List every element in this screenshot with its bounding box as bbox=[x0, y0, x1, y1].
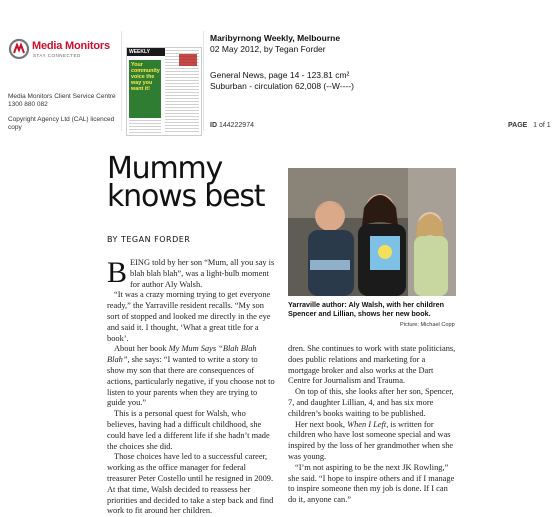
photo-credit: Picture: Michael Copp bbox=[400, 322, 455, 328]
article-headline: Mummy knows best bbox=[107, 151, 265, 214]
thumbnail-promo: Your community voice the way you want it! bbox=[129, 60, 161, 118]
circulation-info: Suburban - circulation 62,008 (--W----) bbox=[210, 81, 354, 91]
copyright-text: Copyright Agency Ltd (CAL) licenced copy bbox=[8, 116, 115, 131]
media-monitors-logo bbox=[0, 0, 120, 70]
paragraph: dren. She continues to work with state politicians, does public relations and marketing for a mortgage broker and also works at the Dart Centre for Journalism and Trauma. bbox=[288, 344, 456, 386]
paragraph: Those choices have led to a successful career, working as the office manager for federal treasurer Peter Costello until he resigned in 2009. At that time, Walsh decided to reassess her priorities and decided to take a step back and find work to fit around her children. bbox=[107, 452, 274, 516]
brand-name: Media Monitors bbox=[32, 40, 110, 52]
client-service-text: Media Monitors Client Service Centre 1300 880 082 bbox=[8, 93, 116, 108]
paragraph: This is a personal quest for Walsh, who believes, having had a difficult childhood, she could have led a different life if she hadn’t made the choices she did. bbox=[107, 409, 270, 451]
article-photo bbox=[288, 168, 456, 296]
section-info: General News, page 14 - 123.81 cm² bbox=[210, 70, 350, 80]
paragraph: About her book My Mum Says “Blah Blah Blah”, she says: “I wanted to write a story to show my son that there are consequences of actions, particularly negative, if you choose not to listen to your parents when they are trying to guide you.” bbox=[107, 344, 275, 408]
media-monitors-logo-icon bbox=[8, 38, 30, 60]
page-indicator: PAGE 1 of 1 bbox=[508, 122, 551, 129]
paragraph: “It was a crazy morning trying to get everyone ready,” the Yarraville resident recalls. “My son sort of stopped and looked me directly in the eye and said it. I thought, ‘What a great title for a book’. bbox=[107, 290, 271, 343]
page-thumbnail[interactable] bbox=[126, 47, 202, 136]
photo-caption: Yarraville author: Aly Walsh, with her children Spencer and Lillian, shows her new book. bbox=[288, 300, 445, 318]
thumbnail-text-lines bbox=[129, 120, 161, 134]
paragraph: BEING told by her son “Mum, all you say is blah blah blah”, was a light-bulb moment for author Aly Walsh. bbox=[107, 258, 275, 289]
article-byline: BY TEGAN FORDER bbox=[107, 235, 191, 244]
header-divider bbox=[121, 31, 122, 131]
publication-name: Maribyrnong Weekly, Melbourne bbox=[210, 33, 341, 43]
brand-tagline: STAY CONNECTED bbox=[33, 53, 81, 58]
paragraph: “I’m not aspiring to be the next JK Rowling,” she said. “I hope to inspire others and if I manage to inspire someone then my job is done. If I can do it, anyone can.” bbox=[288, 462, 455, 505]
paragraph: Her next book, When I Left, is written for children who have lost someone special and was inspired by the loss of her grandmother when she was young. bbox=[288, 419, 454, 461]
thumbnail-image bbox=[179, 54, 197, 66]
article-column-1 bbox=[107, 258, 275, 517]
date-author: 02 May 2012, by Tegan Forder bbox=[210, 44, 326, 54]
family-photo-illustration bbox=[288, 168, 456, 296]
paragraph: On top of this, she looks after her son, Spencer, 7, and daughter Lillian, 4, and has six more children’s books waiting to be published. bbox=[288, 387, 454, 418]
drop-cap: B bbox=[107, 258, 128, 289]
thumbnail-masthead: WEEKLY bbox=[127, 48, 165, 56]
article-column-2 bbox=[288, 344, 456, 517]
header-divider bbox=[203, 31, 204, 131]
clip-id: ID 144222974 bbox=[210, 122, 254, 129]
